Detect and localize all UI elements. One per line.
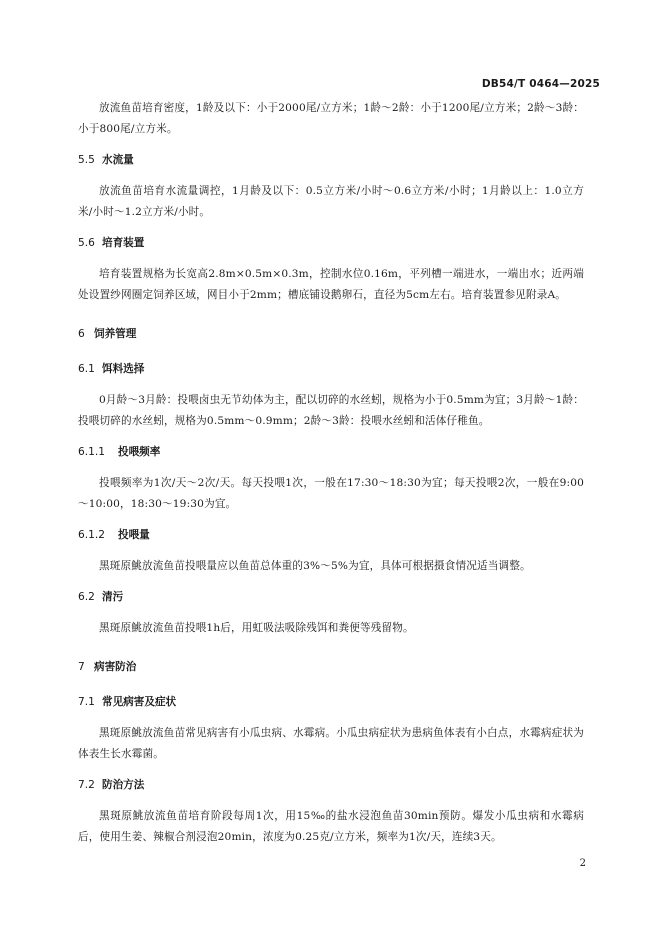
paragraph-cleaning: 黑斑原鮡放流鱼苗投喂1h后，用虹吸法吸除残饵和粪便等残留物。 xyxy=(99,622,414,634)
paragraph-feeding-amount: 黑斑原鮡放流鱼苗投喂量应以鱼苗总体重的3%～5%为宜，具体可根据摄食情况适当调整。 xyxy=(99,560,531,572)
section-title: 防治方法 xyxy=(102,779,145,791)
section-title: 清污 xyxy=(102,591,124,603)
chapter-title: 饲养管理 xyxy=(94,328,137,340)
section-6-1-heading xyxy=(78,359,584,380)
page-body xyxy=(78,98,584,858)
paragraph-feeding-frequency: 投喂频率为1次/天～2次/天。每天投喂1次，一般在17:30～18:30为宜；每天投喂2次，一般在9:00～10:00，18:30～19:30为宜。 xyxy=(78,477,584,510)
section-6-1-2-heading xyxy=(78,525,584,546)
section-number: 6.2 xyxy=(78,591,95,603)
paragraph-water-flow: 放流鱼苗培育水流量调控，1月龄及以下：0.5立方米/小时～0.6立方米/小时；1月龄以上：1.0立方米/小时～1.2立方米/小时。 xyxy=(78,185,584,218)
section-title: 水流量 xyxy=(102,154,134,166)
page-number: 2 xyxy=(579,858,586,869)
section-number: 5.6 xyxy=(78,237,95,249)
section-title: 常见病害及症状 xyxy=(102,696,177,708)
section-title: 饵料选择 xyxy=(102,363,145,375)
section-6-1-1-heading xyxy=(78,442,584,463)
paragraph-common-diseases: 黑斑原鮡放流鱼苗常见病害有小瓜虫病、水霉病。小瓜虫病症状为患病鱼体表有小白点，水霉病症状为体表生长水霉菌。 xyxy=(78,727,584,760)
section-number: 7.1 xyxy=(78,696,95,708)
section-7-1-heading xyxy=(78,692,584,713)
section-number: 6.1 xyxy=(78,363,95,375)
paragraph-prevention-methods: 黑斑原鮡放流鱼苗培育阶段每周1次，用15‰的盐水浸泡鱼苗30min预防。爆发小瓜虫病和水霉病后，使用生姜、辣椒合剂浸泡20min，浓度为0.25克/立方米，频率为1次/天，连续3天。 xyxy=(78,810,584,843)
section-number: 7.2 xyxy=(78,779,95,791)
chapter-title: 病害防治 xyxy=(94,661,137,673)
section-title: 培育装置 xyxy=(102,237,145,249)
section-number: 5.5 xyxy=(78,154,95,166)
section-5-6-heading xyxy=(78,233,584,254)
paragraph-rearing-device: 培育装置规格为长宽高2.8m×0.5m×0.3m，控制水位0.16m，平列槽一端进水，一端出水；近两端处设置纱网圈定饲养区域，网目小于2mm；槽底铺设鹅卵石，直径为5cm左右。培育装置参见附录A。 xyxy=(78,268,584,301)
chapter-7-heading xyxy=(78,657,584,678)
chapter-number: 6 xyxy=(78,328,85,340)
section-7-2-heading xyxy=(78,775,584,796)
section-title: 投喂量 xyxy=(118,529,150,541)
section-number: 6.1.2 xyxy=(78,529,105,541)
paragraph-feed-selection: 0月龄～3月龄：投喂卤虫无节幼体为主，配以切碎的水丝蚓，规格为小于0.5mm为宜；3月龄～1龄：投喂切碎的水丝蚓，规格为0.5mm～0.9mm；2龄～3龄：投喂水丝蚓和活体仔稚鱼。 xyxy=(78,394,584,427)
section-number: 6.1.1 xyxy=(78,446,105,458)
section-6-2-heading xyxy=(78,587,584,608)
chapter-number: 7 xyxy=(78,661,85,673)
chapter-6-heading xyxy=(78,324,584,345)
section-5-5-heading xyxy=(78,150,584,171)
document-code: DB54/T 0464—2025 xyxy=(481,78,600,90)
paragraph-stocking-density: 放流鱼苗培育密度，1龄及以下：小于2000尾/立方米；1龄～2龄：小于1200尾/立方米；2龄～3龄：小于800尾/立方米。 xyxy=(78,102,584,135)
section-title: 投喂频率 xyxy=(118,446,161,458)
